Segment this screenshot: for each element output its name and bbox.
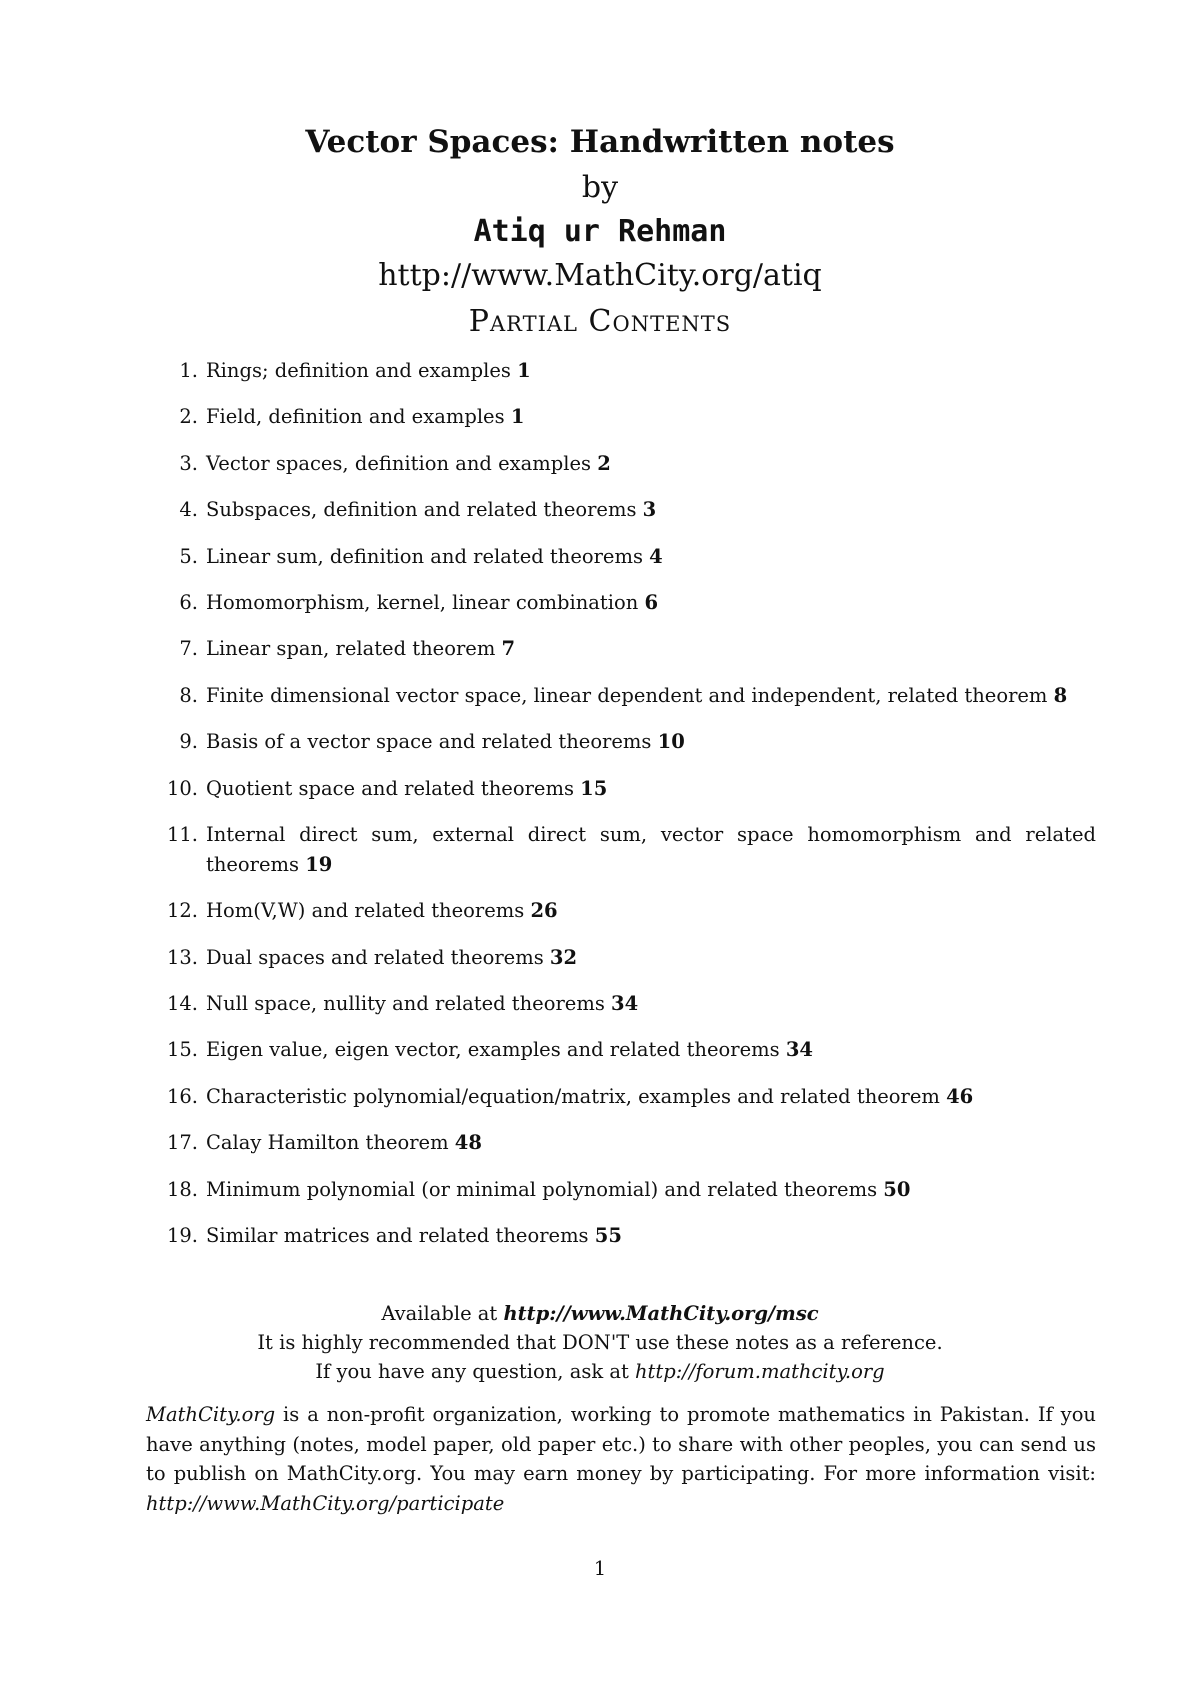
toc-item-text: Null space, nullity and related theorems: [206, 992, 612, 1016]
toc-item-text: Linear span, related theorem: [206, 637, 502, 661]
toc-item: [146, 896, 1096, 926]
toc-item-text: Internal direct sum, external direct sum, vector space homomorphism and related theorems: [206, 822, 1096, 876]
toc-item-number: 18.: [166, 1177, 198, 1201]
question-line: [0, 1360, 1200, 1383]
toc-item-number: 1.: [179, 359, 198, 382]
toc-item: [146, 1128, 1096, 1158]
toc-item-number: 14.: [166, 992, 198, 1016]
toc-item-page: 50: [883, 1177, 911, 1201]
toc-item-number: 8.: [179, 683, 198, 707]
toc-item-page: 34: [611, 992, 639, 1016]
toc-item-text: Basis of a vector space and related theorems: [206, 730, 658, 754]
toc-item-page: 34: [785, 1038, 813, 1062]
toc-item: [146, 820, 1096, 880]
toc-item-text: Quotient space and related theorems: [206, 776, 581, 800]
toc-item-page: 2: [597, 451, 611, 475]
toc-item: [146, 356, 1096, 386]
forum-link[interactable]: http://forum.mathcity.org: [635, 1360, 885, 1383]
about-text: is a non-profit organization, working to promote mathematics in Pakistan. If you have anything (notes, model paper, old paper etc.) to share with other peoples, you can send us to publish on MathCity.org. You may earn money by participating. For more information visit:: [146, 1403, 1096, 1485]
table-of-contents: [146, 356, 1096, 1267]
availability-prefix: Available at: [381, 1302, 504, 1325]
toc-item-text: Characteristic polynomial/equation/matrix, examples and related theorem: [206, 1084, 947, 1108]
toc-item: [146, 774, 1096, 804]
toc-item-number: 16.: [166, 1084, 198, 1108]
author-url[interactable]: http://www.MathCity.org/atiq: [378, 258, 822, 293]
toc-item: [146, 542, 1096, 572]
toc-item-page: 26: [530, 899, 558, 923]
availability-line: [0, 1302, 1200, 1325]
toc-item-page: 7: [501, 637, 516, 661]
toc-item: [146, 943, 1096, 973]
toc-item: [146, 449, 1096, 479]
toc-item-text: Subspaces, definition and related theorems: [206, 498, 643, 522]
toc-item-page: 1: [517, 359, 531, 382]
toc-item-page: 4: [649, 544, 663, 568]
toc-item-number: 19.: [166, 1224, 198, 1248]
toc-item-number: 6.: [179, 590, 198, 614]
toc-item: [146, 402, 1096, 432]
toc-item-text: Minimum polynomial (or minimal polynomial) and related theorems: [206, 1177, 884, 1201]
toc-item-number: 17.: [166, 1131, 198, 1155]
toc-item-page: 46: [946, 1084, 974, 1108]
toc-item: [146, 681, 1096, 711]
toc-item-text: Finite dimensional vector space, linear dependent and independent, related theorem: [206, 683, 1054, 707]
question-prefix: If you have any question, ask at: [315, 1360, 635, 1383]
toc-item: [146, 495, 1096, 525]
toc-item: [146, 1175, 1096, 1205]
toc-item: [146, 588, 1096, 618]
contents-heading: Partial Contents: [468, 304, 732, 339]
toc-item: [146, 727, 1096, 757]
toc-item-number: 15.: [166, 1038, 198, 1062]
toc-item-number: 11.: [166, 822, 198, 846]
toc-item-page: 19: [305, 852, 333, 876]
toc-item-text: Field, definition and examples: [206, 405, 511, 429]
toc-item-text: Similar matrices and related theorems: [206, 1224, 595, 1248]
toc-item-text: Hom(V,W) and related theorems: [206, 899, 531, 923]
toc-item-number: 10.: [166, 776, 198, 800]
author-name: Atiq ur Rehman: [473, 214, 727, 249]
byline: by: [581, 170, 619, 205]
toc-item: [146, 1035, 1096, 1065]
participate-link[interactable]: http://www.MathCity.org/participate: [146, 1491, 505, 1515]
toc-item-page: 6: [644, 590, 659, 614]
toc-item-text: Eigen value, eigen vector, examples and related theorems: [206, 1038, 786, 1062]
page-number: 1: [593, 1557, 607, 1580]
toc-item-number: 13.: [166, 945, 198, 969]
toc-item: [146, 1082, 1096, 1112]
toc-item-text: Homomorphism, kernel, linear combination: [206, 590, 645, 614]
toc-item-text: Vector spaces, definition and examples: [206, 451, 598, 475]
toc-item-page: 10: [657, 730, 685, 754]
toc-item: [146, 634, 1096, 664]
toc-item-page: 32: [549, 945, 578, 969]
org-name: MathCity.org: [146, 1403, 276, 1426]
toc-item: [146, 989, 1096, 1019]
about-paragraph: [146, 1400, 1096, 1518]
toc-item: [146, 1221, 1096, 1251]
toc-item-number: 3.: [179, 451, 198, 475]
document-title: Vector Spaces: Handwritten notes: [305, 124, 895, 160]
toc-item-number: 9.: [179, 730, 198, 754]
toc-item-number: 2.: [179, 405, 198, 429]
toc-item-page: 15: [580, 776, 608, 800]
toc-item-text: Calay Hamilton theorem: [206, 1131, 455, 1155]
toc-item-page: 1: [510, 405, 525, 429]
toc-item-text: Linear sum, definition and related theorems: [206, 544, 650, 568]
toc-item-text: Rings; definition and examples: [206, 359, 518, 382]
toc-item-page: 3: [642, 498, 657, 522]
toc-item-number: 4.: [179, 498, 198, 522]
msc-link[interactable]: http://www.MathCity.org/msc: [503, 1302, 819, 1325]
toc-item-number: 7.: [179, 637, 198, 661]
toc-item-text: Dual spaces and related theorems: [206, 945, 550, 969]
toc-item-number: 12.: [166, 899, 198, 923]
toc-item-number: 5.: [179, 544, 198, 568]
recommendation-note: It is highly recommended that DON'T use these notes as a reference.: [257, 1331, 943, 1354]
toc-item-page: 48: [454, 1131, 482, 1155]
toc-item-page: 8: [1053, 683, 1068, 707]
toc-item-page: 55: [594, 1224, 622, 1248]
